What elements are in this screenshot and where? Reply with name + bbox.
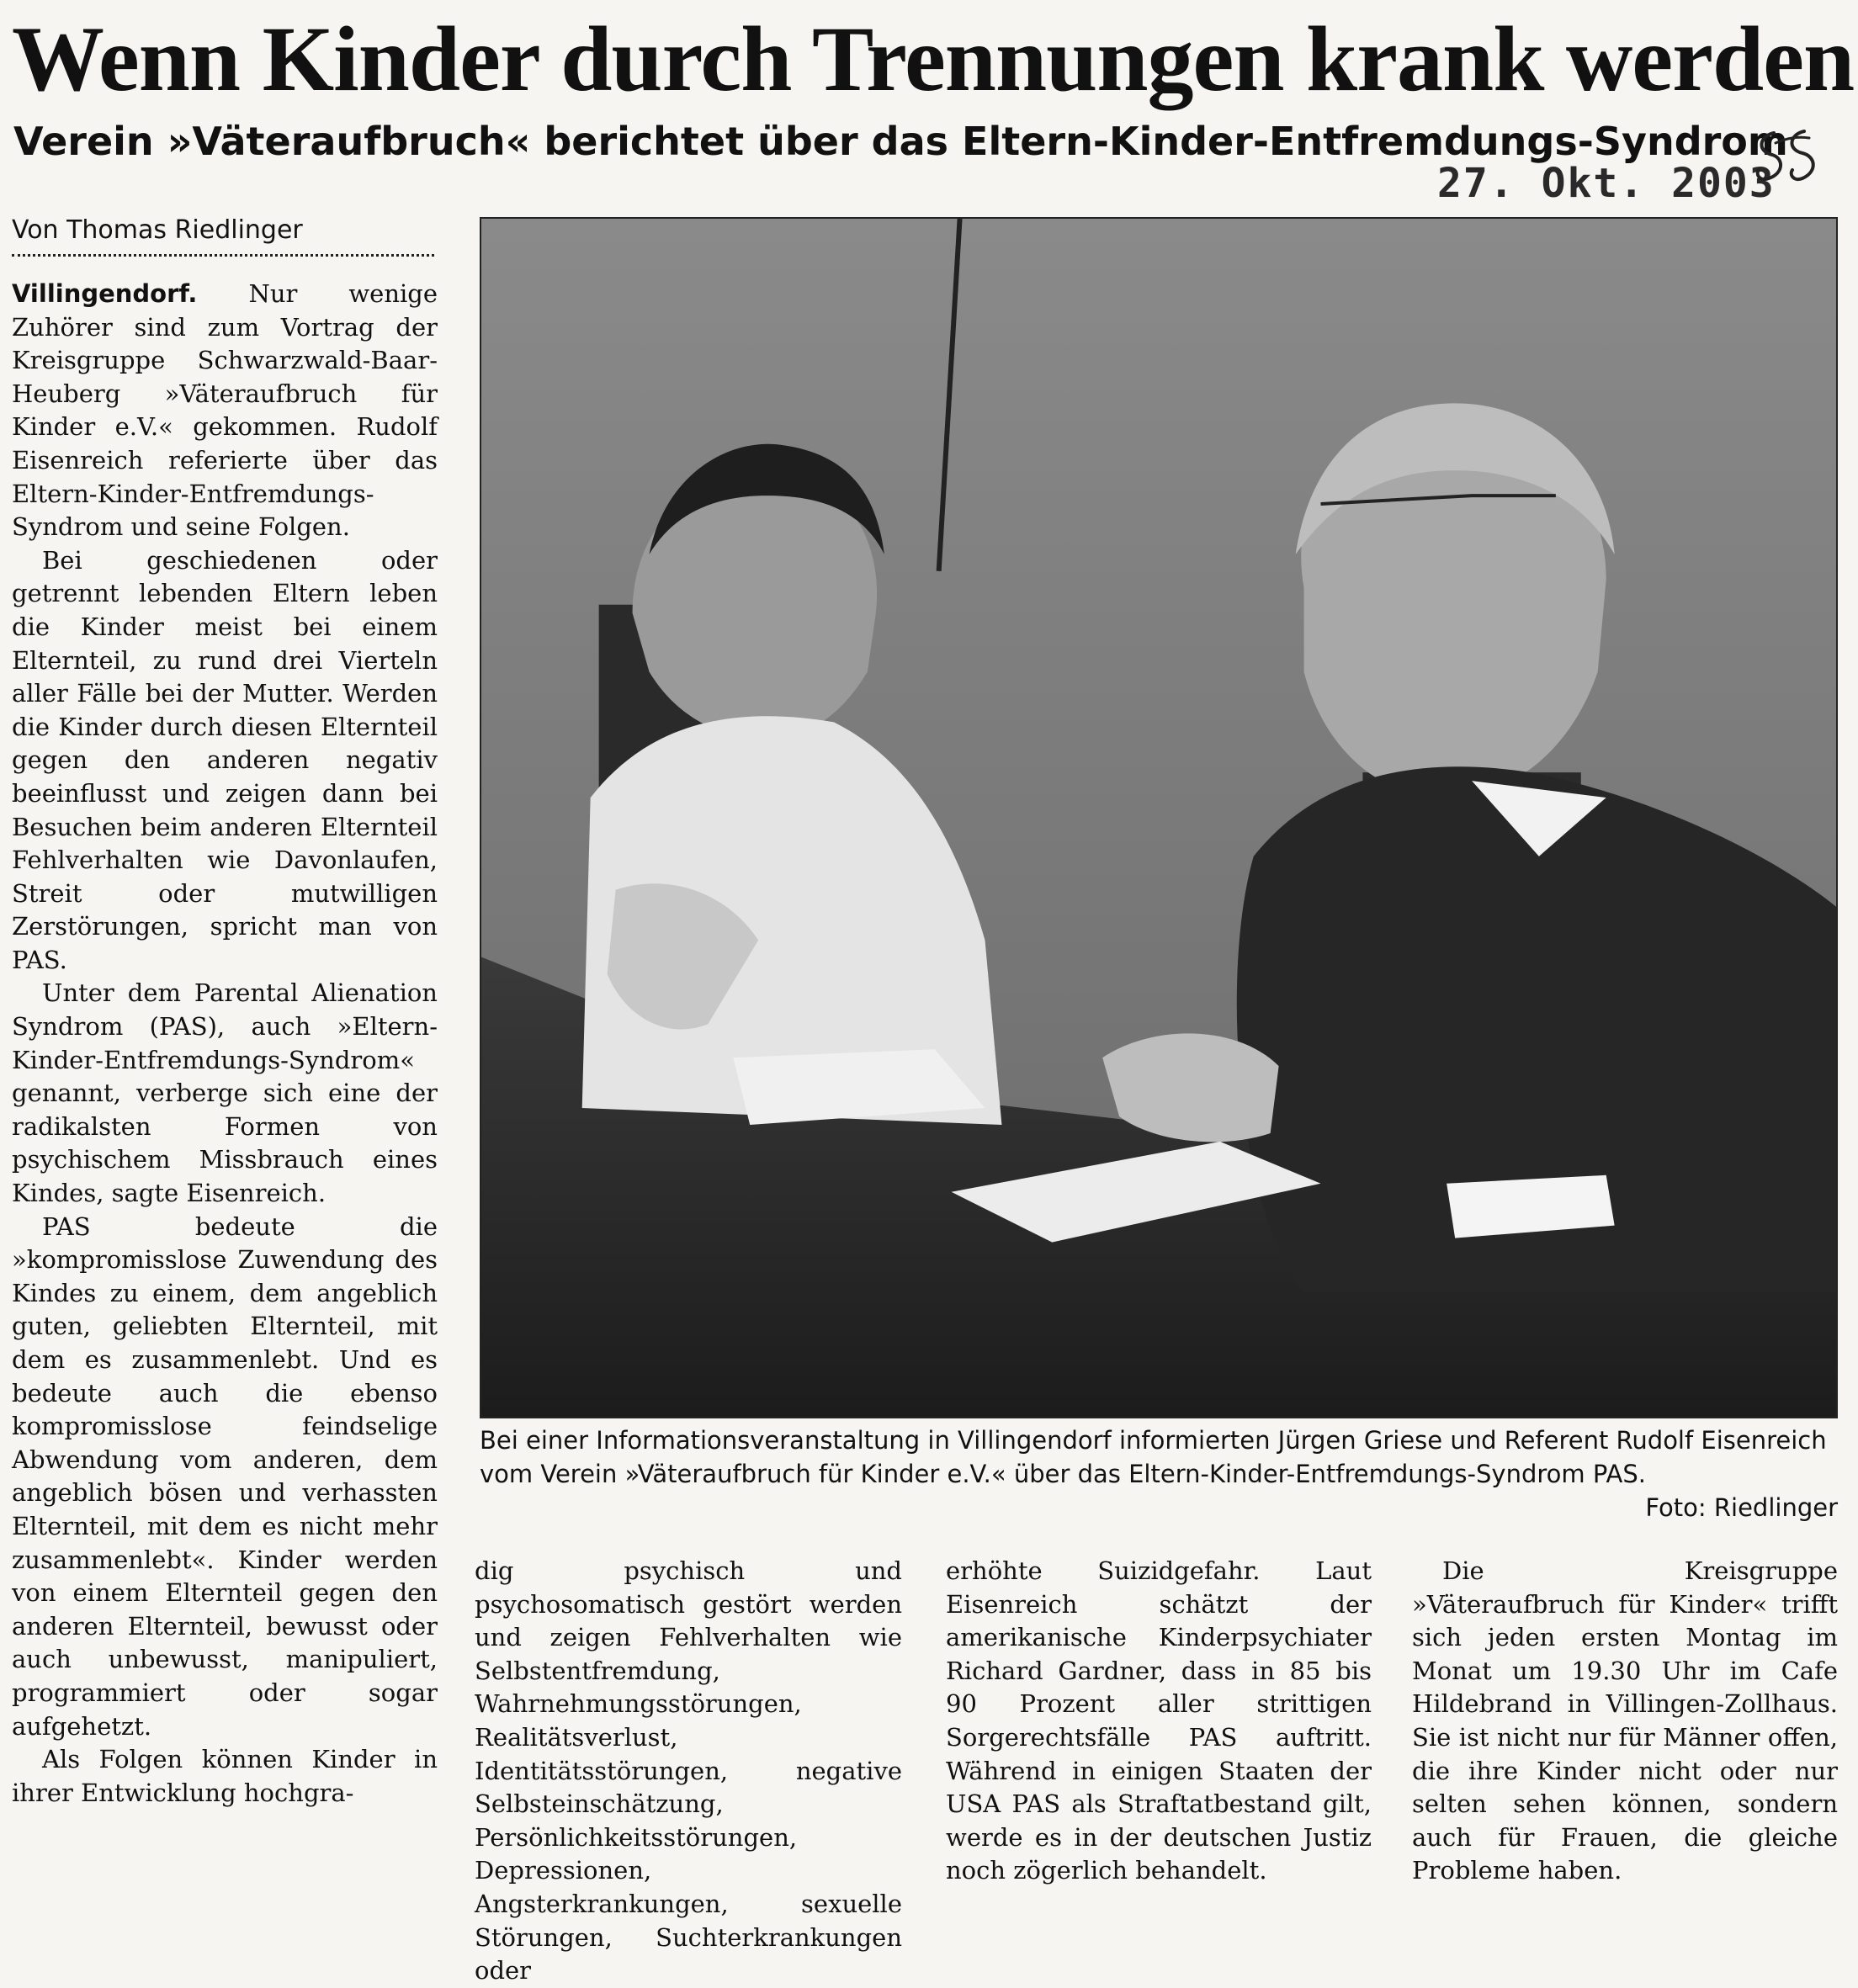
- photo-caption: [480, 1423, 1838, 1524]
- photo-credit: Foto: Riedlinger: [1645, 1493, 1838, 1522]
- article-column-4: [1412, 1555, 1838, 1888]
- article-column-2: [475, 1555, 902, 1988]
- article-paragraph: Bei geschiedenen oder getrennt lebenden Eltern leben die Kinder meist bei einem Elternteil, zu rund drei Vierteln aller Fälle bei der Mutter. Werden die Kinder durch diesen Elternteil gegen den anderen negativ beeinflusst und zeigen dann bei Besuchen beim anderen Elternteil Fehlverhalten wie Davonlaufen, Streit oder mutwilligen Zerstörungen, spricht man von PAS.: [12, 545, 438, 974]
- article-paragraph: Die Kreisgruppe »Väteraufbruch für Kinder« trifft sich jeden ersten Montag im Monat um 19.30 Uhr im Cafe Hildebrand in Villingen-Zollhaus. Sie ist nicht nur für Männer offen, die ihre Kinder nicht oder nur selten sehen können, sondern auch für Frauen, die gleiche Probleme haben.: [1412, 1556, 1838, 1885]
- photo-illustration: [481, 219, 1836, 1417]
- article-paragraph: [12, 278, 438, 544]
- byline: Von Thomas Riedlinger: [12, 214, 434, 257]
- article-paragraph: erhöhte Suizidgefahr. Laut Eisenreich schätzt der amerikanische Kinderpsychiater Richard Gardner, dass in 85 bis 90 Prozent aller strittigen Sorgerechtsfälle PAS auftritt. Während in einigen Staaten der USA PAS als Straftatbestand gilt, werde es in der deutschen Justiz noch zögerlich behandelt.: [946, 1556, 1372, 1885]
- caption-text: Bei einer Informationsveranstaltung in Villingendorf informierten Jürgen Griese und Referent Rudolf Eisenreich vom Verein »Väteraufbruch für Kinder e.V.« über das Eltern-Kinder-Entfremdungs-Syndrom PAS.: [480, 1426, 1827, 1488]
- dateline: Villingendorf.: [12, 279, 198, 308]
- handwritten-signature: [1750, 126, 1831, 187]
- article-paragraph: dig psychisch und psychosomatisch gestört werden und zeigen Fehlverhalten wie Selbstentfremdung, Wahrnehmungsstörungen, Realitätsverlust, Identitätsstörungen, negative Selbsteinschätzung, Persönlichkeitsstörungen, Depressionen, Angsterkrankungen, sexuelle Störungen, Suchterkrankungen oder: [475, 1556, 902, 1985]
- article-column-3: [946, 1555, 1372, 1888]
- date-stamp: 27. Okt. 2003: [1437, 160, 1776, 207]
- paragraph-text: Nur wenige Zuhörer sind zum Vortrag der Kreisgruppe Schwarzwald-Baar-Heuberg »Väteraufbruch für Kinder e.V.« gekommen. Rudolf Eisenreich referierte über das Eltern-Kinder-Entfremdungs-Syndrom und seine Folgen.: [12, 279, 438, 542]
- article-paragraph: Unter dem Parental Alienation Syndrom (PAS), auch »Eltern-Kinder-Entfremdungs-Syndrom« genannt, verberge sich eine der radikalsten Formen von psychischem Missbrauch eines Kindes, sagte Eisenreich.: [12, 978, 438, 1208]
- article-paragraph: PAS bedeute die »kompromisslose Zuwendung des Kindes zu einem, dem angeblich guten, geliebten Elternteil, mit dem es zusammenlebt. Und es bedeute auch die ebenso kompromisslose feindselige Abwendung vom anderen, dem angeblich bösen und verhassten Elternteil, mit dem es nicht mehr zusammenlebt«. Kinder werden von einem Elternteil gegen den anderen Elternteil, bewusst oder auch unbewusst, manipuliert, programmiert oder sogar aufgehetzt.: [12, 1211, 438, 1741]
- article-column-1: [12, 278, 438, 1810]
- article-paragraph: Als Folgen können Kinder in ihrer Entwicklung hochgra-: [12, 1745, 438, 1807]
- article-photo: [480, 217, 1838, 1418]
- headline: Wenn Kinder durch Trennungen krank werden: [12, 8, 1855, 110]
- subheadline: Verein »Väteraufbruch« berichtet über das Eltern-Kinder-Entfremdungs-Syndrom: [13, 119, 1788, 164]
